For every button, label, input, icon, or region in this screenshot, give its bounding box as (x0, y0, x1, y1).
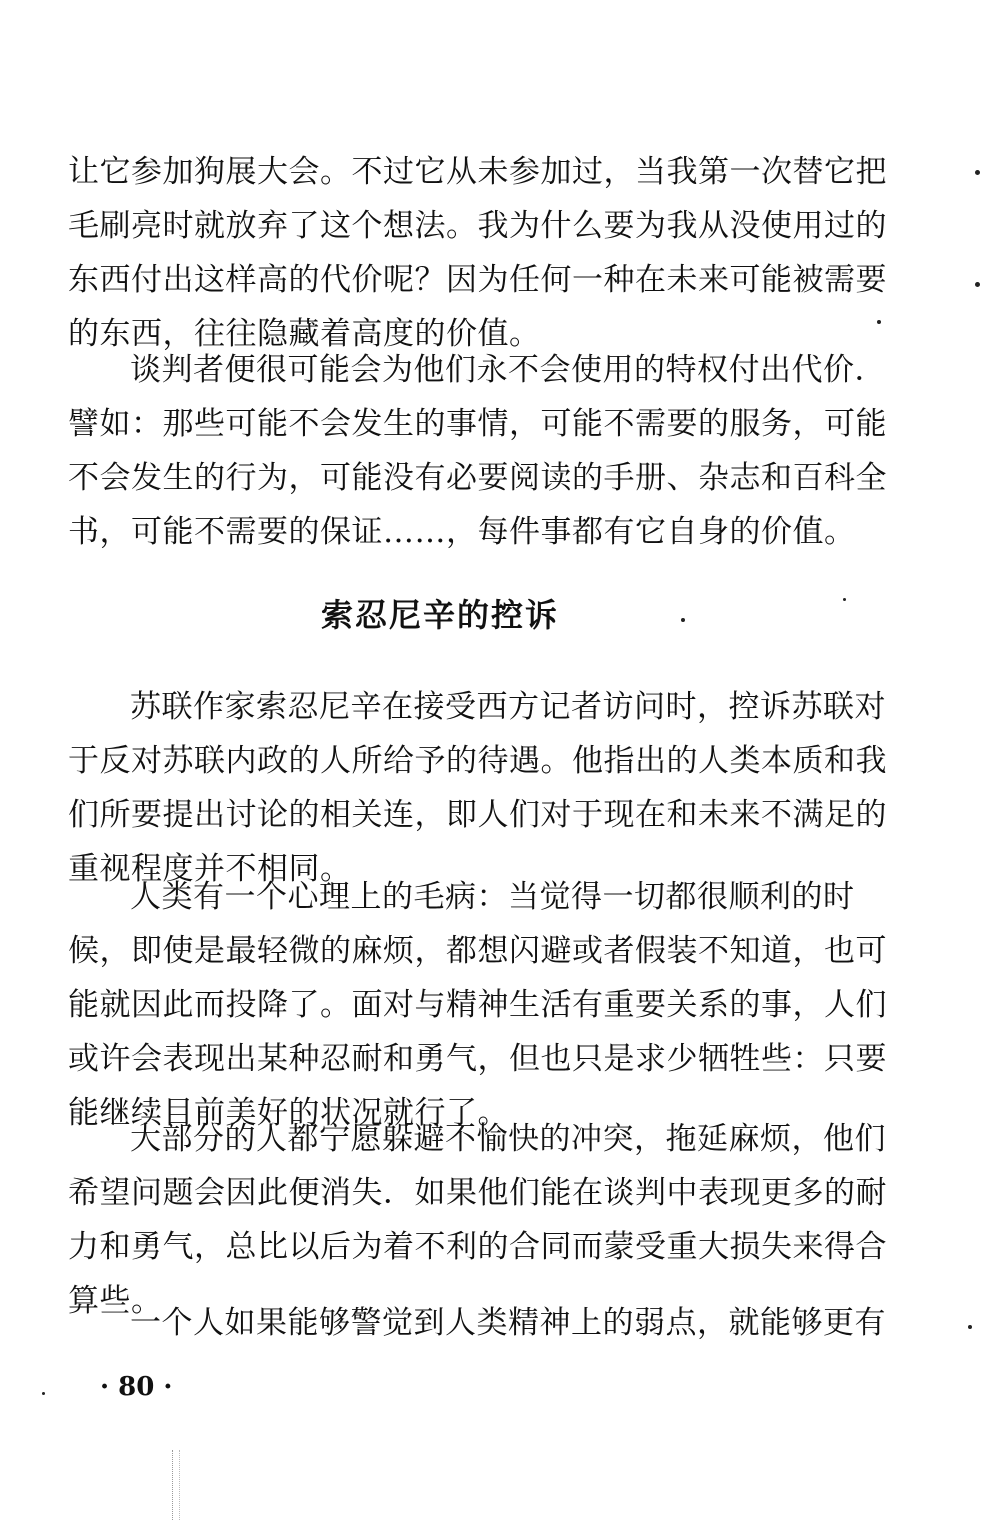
text-line: 大部分的人都宁愿躲避不愉快的冲突，拖延麻烦，他们 (130, 1121, 886, 1157)
text-line: 于反对苏联内政的人所给予的待遇。他指出的人类本质和我 (68, 743, 887, 779)
text-line: 能继续目前美好的状况就行了。 (68, 1095, 509, 1131)
scan-speck (968, 1325, 972, 1329)
text-line: 或许会表现出某种忍耐和勇气，但也只是求少牺牲些：只要 (68, 1041, 887, 1077)
scan-speck (877, 320, 881, 324)
paragraph-continuation (68, 145, 887, 361)
text-line: 重视程度并不相同。 (68, 851, 352, 887)
text-line: 东西付出这样高的代价呢？因为任何一种在未来可能被需要 (68, 262, 887, 298)
text-line: 能就因此而投降了。面对与精神生活有重要关系的事，人们 (68, 987, 887, 1023)
text-line: 人类有一个心理上的毛病：当觉得一切都很顺利的时 (130, 879, 855, 915)
text-line: 让它参加狗展大会。不过它从未参加过，当我第一次替它把 (68, 154, 887, 190)
scan-speck (681, 618, 685, 622)
scan-speck (843, 598, 846, 601)
text-line: 毛刷亮时就放弃了这个想法。我为什么要为我从没使用过的 (68, 208, 887, 244)
text-line: 一个人如果能够警觉到人类精神上的弱点，就能够更有 (130, 1305, 886, 1341)
text-line: 候，即使是最轻微的麻烦，都想闪避或者假装不知道，也可 (68, 933, 887, 969)
paragraph-awareness (68, 1296, 886, 1350)
paragraph-solzhenitsyn (68, 680, 887, 896)
text-line: 算些。 (68, 1283, 163, 1319)
text-line: 希望问题会因此便消失．如果他们能在谈判中表现更多的耐 (68, 1175, 887, 1211)
text-line: 不会发生的行为，可能没有必要阅读的手册、杂志和百科全 (68, 460, 887, 496)
text-line: 的东西，往往隐藏着高度的价值。 (68, 316, 541, 352)
text-line: 譬如：那些可能不会发生的事情，可能不需要的服务，可能 (68, 406, 887, 442)
scan-speck (975, 170, 980, 175)
scan-speck (975, 282, 980, 287)
page-number: · 80 · (100, 1372, 173, 1402)
text-line: 力和勇气，总比以后为着不利的合同而蒙受重大损失来得合 (68, 1229, 887, 1265)
text-line: 书，可能不需要的保证……，每件事都有它自身的价值。 (68, 514, 856, 550)
scan-speck (42, 1392, 45, 1395)
paragraph-negotiator (68, 343, 887, 559)
scan-edge-mark (172, 1450, 180, 1520)
text-line: 谈判者便很可能会为他们永不会使用的特权付出代价． (130, 352, 886, 388)
text-line: 们所要提出讨论的相关连，即人们对于现在和未来不满足的 (68, 797, 887, 833)
section-heading: 索忍尼辛的控诉 (320, 596, 559, 634)
text-line: 苏联作家索忍尼辛在接受西方记者访问时，控诉苏联对 (130, 689, 886, 725)
